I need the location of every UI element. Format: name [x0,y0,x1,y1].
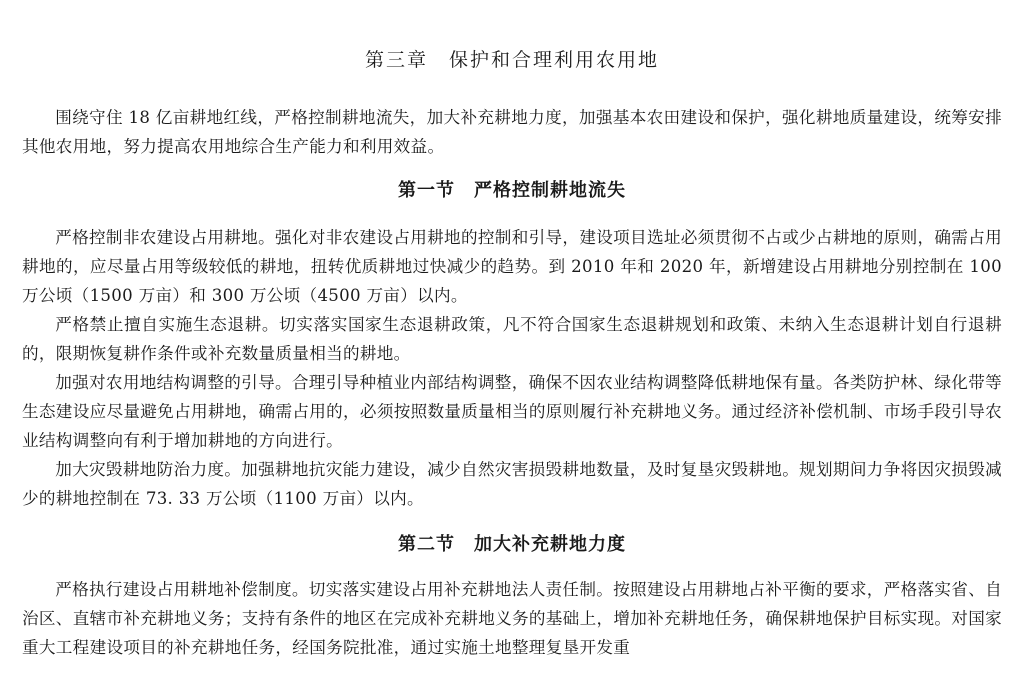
intro-paragraph: 围绕守住 18 亿亩耕地红线，严格控制耕地流失，加大补充耕地力度，加强基本农田建设和保护，强化耕地质量建设，统筹安排其他农用地，努力提高农用地综合生产能力和利用效益。 [22,108,1002,156]
section1-paragraph-2: 严格禁止擅自实施生态退耕。切实落实国家生态退耕政策，凡不符合国家生态退耕规划和政策、未纳入生态退耕计划自行退耕的，限期恢复耕作条件或补充数量质量相当的耕地。 [22,315,1002,363]
section2-paragraph-1: 严格执行建设占用耕地补偿制度。切实落实建设占用补充耕地法人责任制。按照建设占用耕地占补平衡的要求，严格落实省、自治区、直辖市补充耕地义务；支持有条件的地区在完成补充耕地义务的基础上，增加补充耕地任务，确保耕地保护目标实现。对国家重大工程建设项目的补充耕地任务，经国务院批准，通过实施土地整理复垦开发重 [22,580,1002,657]
chapter-title: 第三章 保护和合理利用农用地 [364,49,659,71]
section-title-2: 第二节 加大补充耕地力度 [398,534,626,555]
section1-paragraph-4: 加大灾毁耕地防治力度。加强耕地抗灾能力建设，减少自然灾害损毁耕地数量，及时复垦灾毁耕地。规划期间力争将因灾损毁减少的耕地控制在 73. 33 万公顷（1100 万亩）以内。 [22,460,1002,508]
section1-paragraph-1: 严格控制非农建设占用耕地。强化对非农建设占用耕地的控制和引导，建设项目选址必须贯彻不占或少占耕地的原则，确需占用耕地的，应尽量占用等级较低的耕地，扭转优质耕地过快减少的趋势。到 2010 年和 2020 年，新增建设占用耕地分别控制在 100 万公顷（1500 万亩）和 300 万公顷（4500 万亩）以内。 [22,228,1002,305]
section-title-1: 第一节 严格控制耕地流失 [398,180,626,201]
section1-paragraph-3: 加强对农用地结构调整的引导。合理引导种植业内部结构调整，确保不因农业结构调整降低耕地保有量。各类防护林、绿化带等生态建设应尽量避免占用耕地，确需占用的，必须按照数量质量相当的原则履行补充耕地义务。通过经济补偿机制、市场手段引导农业结构调整向有利于增加耕地的方向进行。 [22,373,1002,450]
